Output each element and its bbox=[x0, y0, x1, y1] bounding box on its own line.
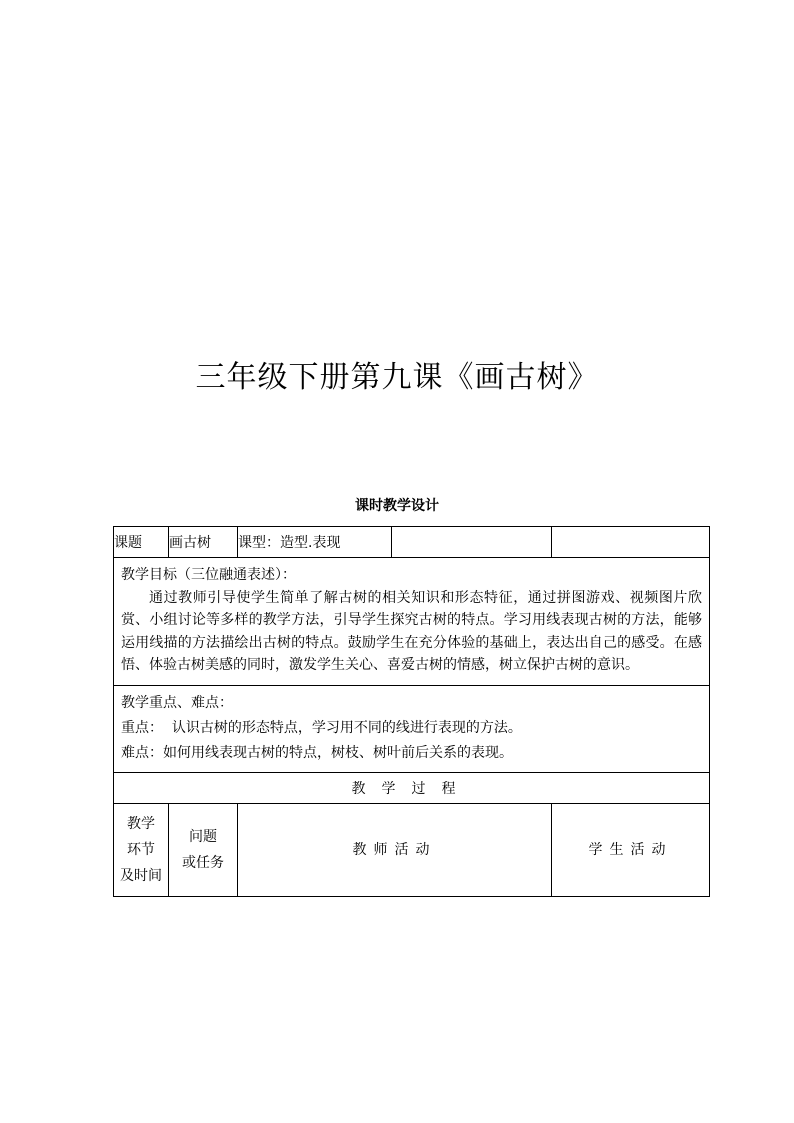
stage-header bbox=[114, 803, 169, 896]
task-header bbox=[169, 803, 238, 896]
goals-row bbox=[114, 558, 710, 686]
task-header-line: 或任务 bbox=[182, 854, 224, 871]
task-header-line: 问题 bbox=[189, 828, 217, 845]
difficult-point: 难点：如何用线表现古树的特点，树枝、树叶前后关系的表现。 bbox=[121, 744, 513, 761]
topic-label: 课题 bbox=[114, 527, 169, 558]
stage-header-line: 及时间 bbox=[120, 867, 162, 884]
lesson-plan-table bbox=[113, 526, 710, 897]
document-subtitle: 课时教学设计 bbox=[355, 498, 439, 514]
topic-value: 画古树 bbox=[169, 527, 238, 558]
topic-row bbox=[114, 527, 710, 558]
goals-heading: 教学目标（三位融通表述）： bbox=[121, 567, 296, 583]
keypoints-cell bbox=[114, 685, 710, 772]
stage-header-line: 环节 bbox=[127, 841, 155, 858]
keypoints-heading: 教学重点、难点： bbox=[121, 694, 233, 711]
empty-cell-2 bbox=[552, 527, 710, 558]
student-activity-header: 学生活动 bbox=[552, 803, 710, 896]
teacher-activity-header: 教师活动 bbox=[238, 803, 552, 896]
document-title: 三年级下册第九课《画古树》 bbox=[195, 360, 599, 395]
lesson-type: 课型：造型.表现 bbox=[238, 527, 392, 558]
process-header-row bbox=[114, 803, 710, 896]
keypoints-row bbox=[114, 685, 710, 772]
empty-cell-1 bbox=[392, 527, 552, 558]
stage-header-line: 教学 bbox=[127, 815, 155, 832]
key-point: 重点： 认识古树的形态特点，学习用不同的线进行表现的方法。 bbox=[121, 719, 522, 736]
goals-body: 通过教师引导使学生简单了解古树的相关知识和形态特征，通过拼图游戏、视频图片欣赏、小组讨论等多样的教学方法，引导学生探究古树的特点。学习用线表现古树的方法，能够运用线描的方法描绘出古树的特点。鼓励学生在充分体验的基础上，表达出自己的感受。在感悟、体验古树美感的同时，激发学生关心、喜爱古树的情感，树立保护古树的意识。 bbox=[121, 589, 702, 673]
goals-cell bbox=[114, 558, 710, 686]
process-heading: 教学过程 bbox=[114, 772, 710, 803]
process-row bbox=[114, 772, 710, 803]
